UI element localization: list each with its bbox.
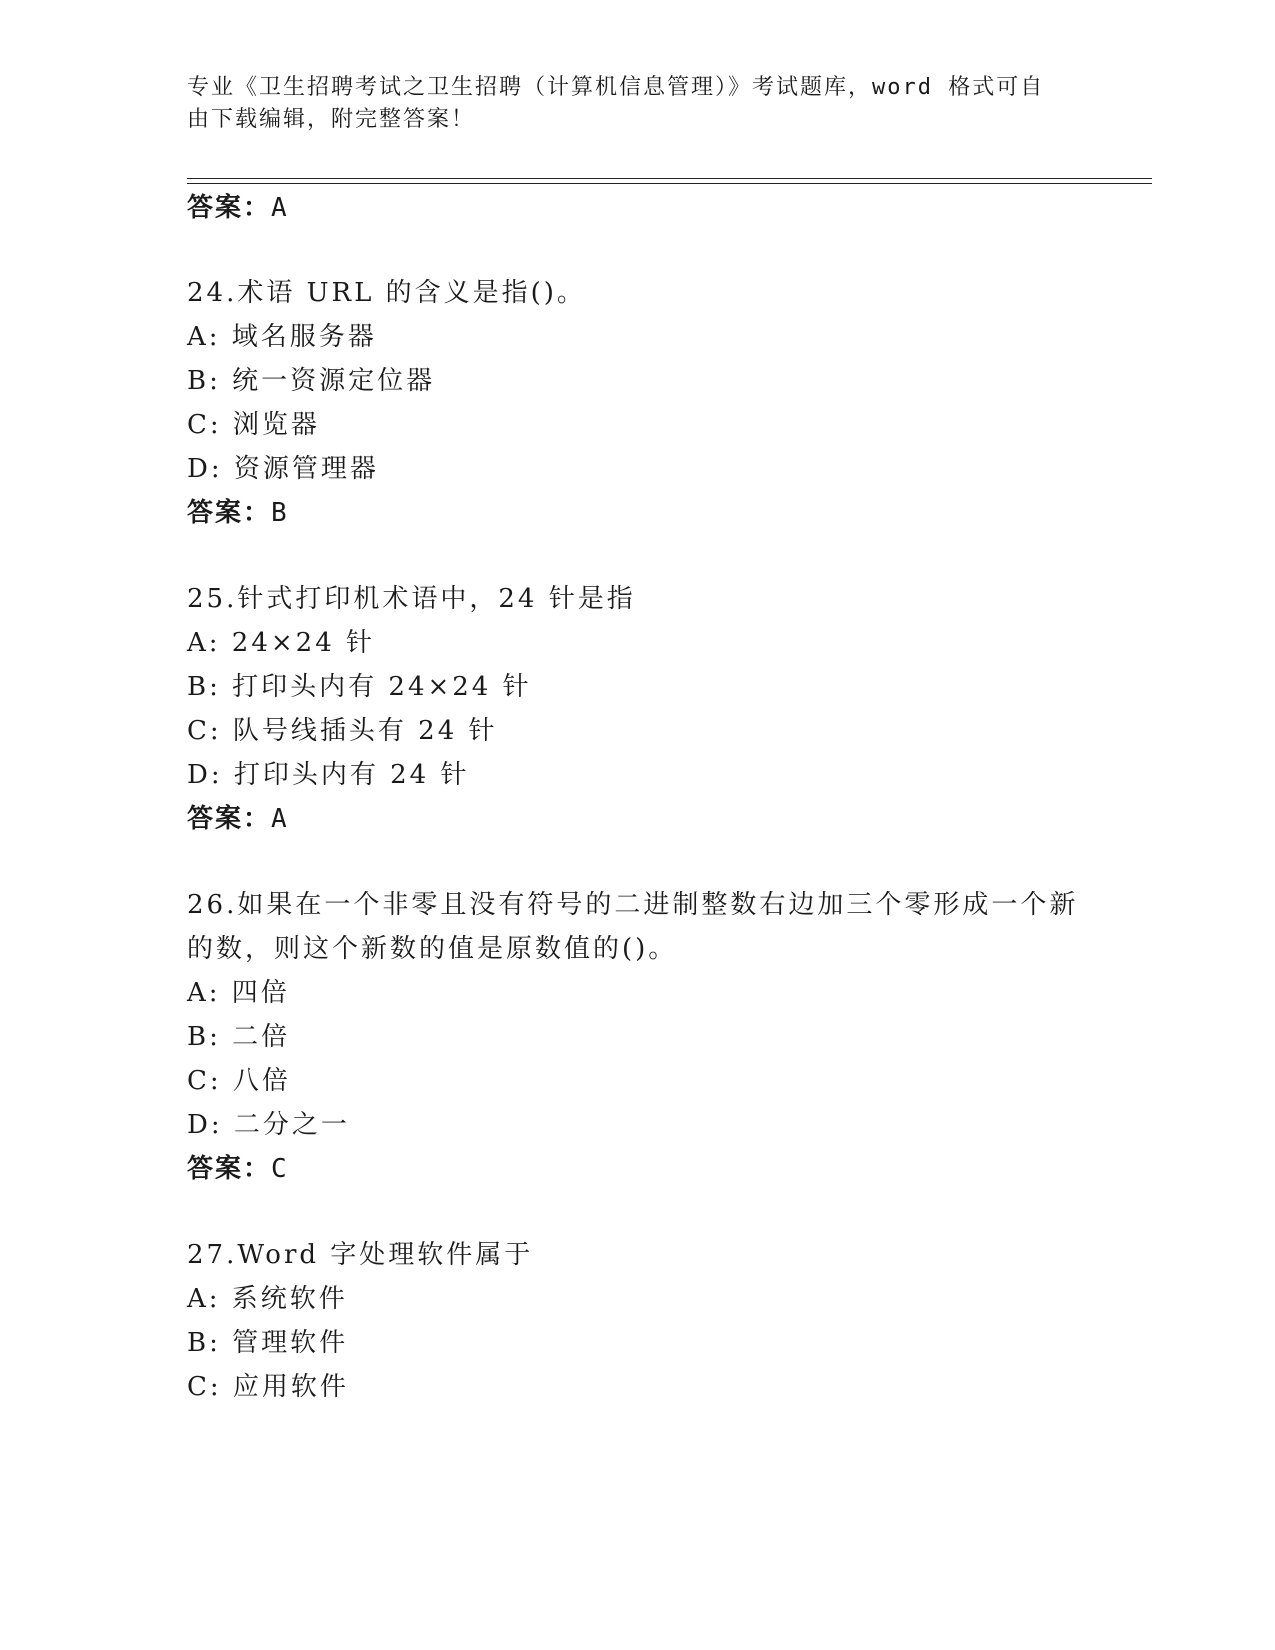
question-24-option-b: B: 统一资源定位器 xyxy=(187,366,436,396)
question-25-answer xyxy=(187,802,289,836)
header-divider-top xyxy=(187,178,1152,179)
question-27-option-c: C: 应用软件 xyxy=(187,1372,349,1402)
question-25-option-a: A: 24×24 针 xyxy=(187,628,376,658)
question-24-option-c: C: 浏览器 xyxy=(187,410,320,440)
question-26-stem-line-1: 26.如果在一个非零且没有符号的二进制整数右边加三个零形成一个新 xyxy=(187,890,1079,920)
answer-label: 答案： xyxy=(187,1154,272,1184)
answer-label: 答案： xyxy=(187,804,272,834)
header-line-2: 由下载编辑，附完整答案！ xyxy=(187,107,476,132)
answer-value: B xyxy=(271,498,289,528)
answer-value: C xyxy=(271,1154,289,1184)
answer-label: 答案： xyxy=(187,193,272,223)
question-24-option-a: A: 域名服务器 xyxy=(187,322,377,352)
question-25-option-b: B: 打印头内有 24×24 针 xyxy=(187,672,532,702)
header-line-1: 专业《卫生招聘考试之卫生招聘（计算机信息管理）》考试题库，word 格式可自 xyxy=(187,75,1045,100)
question-24-stem: 24.术语 URL 的含义是指()。 xyxy=(187,278,586,308)
answer-label: 答案： xyxy=(187,498,272,528)
question-25-stem: 25.针式打印机术语中，24 针是指 xyxy=(187,584,636,614)
previous-answer xyxy=(187,191,289,225)
question-26-answer xyxy=(187,1152,289,1186)
question-25-option-c: C: 队号线插头有 24 针 xyxy=(187,716,498,746)
question-27-stem: 27.Word 字处理软件属于 xyxy=(187,1240,534,1270)
question-26-option-b: B: 二倍 xyxy=(187,1022,291,1052)
question-26-option-a: A: 四倍 xyxy=(187,978,290,1008)
answer-value: A xyxy=(271,193,289,223)
question-26-option-c: C: 八倍 xyxy=(187,1066,291,1096)
question-27-option-b: B: 管理软件 xyxy=(187,1328,349,1358)
question-24-option-d: D: 资源管理器 xyxy=(187,454,379,484)
question-25-option-d: D: 打印头内有 24 针 xyxy=(187,760,470,790)
answer-value: A xyxy=(271,804,289,834)
question-26-stem-line-2: 的数，则这个新数的值是原数值的()。 xyxy=(187,934,678,964)
document-header xyxy=(187,72,1067,136)
question-26-option-d: D: 二分之一 xyxy=(187,1110,350,1140)
question-27-option-a: A: 系统软件 xyxy=(187,1284,348,1314)
question-24-answer xyxy=(187,496,289,530)
header-divider-bottom xyxy=(187,183,1152,184)
